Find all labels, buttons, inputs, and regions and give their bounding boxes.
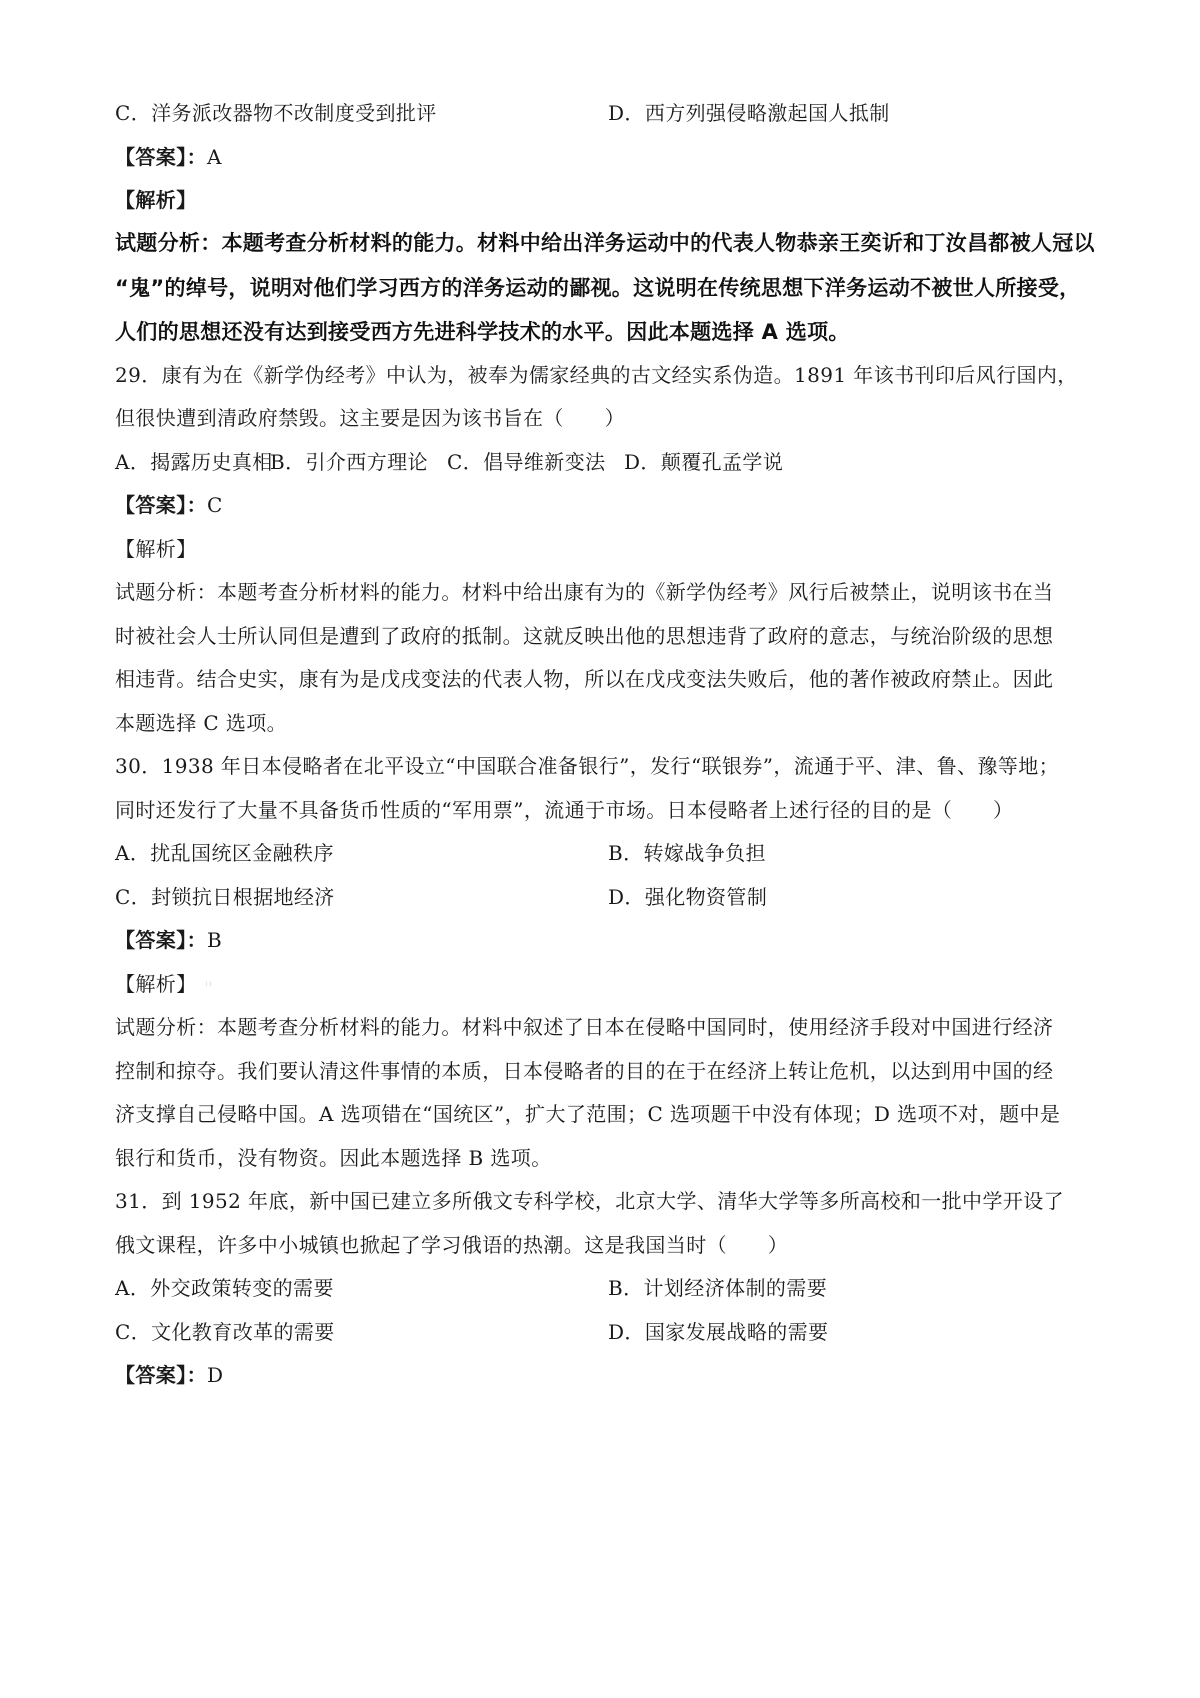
answer-value: B [207, 928, 223, 952]
q31-answer [115, 1365, 223, 1385]
q30-analysis-line: 控制和掠夺。我们要认清这件事情的本质，日本侵略者的目的在于在经济上转让危机，以达到用中国的经 [115, 1059, 1054, 1083]
q28-answer [115, 147, 222, 167]
q30-answer [115, 930, 222, 950]
q28-option-c: C．洋务派改器物不改制度受到批评 [115, 101, 437, 125]
answer-value: C [207, 493, 223, 517]
q29-stem-line: 但很快遭到清政府禁毁。这主要是因为该书旨在（ ） [115, 406, 625, 430]
q28-analysis-line: “鬼”的绰号，说明对他们学习西方的洋务运动的鄙视。这说明在传统思想下洋务运动不被世人所接受， [115, 276, 1081, 300]
q30-option-d: D．强化物资管制 [608, 885, 768, 909]
q30-stem-line: 30．1938 年日本侵略者在北平设立“中国联合准备银行”，发行“联银券”，流通于平、津、鲁、豫等地； [115, 754, 1060, 778]
q29-analysis-line: 时被社会人士所认同但是遭到了政府的抵制。这就反映出他的思想违背了政府的意志，与统治阶级的思想 [115, 624, 1054, 648]
q31-option-d: D．国家发展战略的需要 [608, 1320, 829, 1344]
q30-analysis-line: 试题分析：本题考查分析材料的能力。材料中叙述了日本在侵略中国同时，使用经济手段对中国进行经济 [115, 1015, 1054, 1039]
watermark-mark: （ ） [202, 982, 215, 988]
q31-options-row-1 [115, 1276, 828, 1300]
answer-value: A [207, 145, 222, 169]
q29-analysis-line: 本题选择 C 选项。 [115, 711, 288, 735]
q29-analysis-line: 相违背。结合史实，康有为是戊戌变法的代表人物，所以在戊戌变法失败后，他的著作被政府禁止。因此 [115, 667, 1054, 691]
q29-options-row [115, 452, 783, 472]
answer-label: 【答案】： [115, 928, 207, 952]
answer-label: 【答案】： [115, 145, 207, 169]
q30-analysis-line: 银行和货币，没有物资。因此本题选择 B 选项。 [115, 1146, 552, 1170]
q30-analysis-line: 济支撑自己侵略中国。A 选项错在“国统区”，扩大了范围；C 选项题干中没有体现；D 选项不对，题中是 [115, 1102, 1061, 1126]
q28-analysis-line: 人们的思想还没有达到接受西方先进科学技术的水平。因此本题选择 A 选项。 [115, 320, 850, 344]
q29-option-c: C．倡导维新变法 [447, 450, 606, 474]
answer-value: D [207, 1363, 224, 1387]
q28-options-row [115, 101, 890, 125]
q30-option-a: A．扰乱国统区金融秩序 [115, 841, 334, 865]
q30-analysis-label: 【解析】 [115, 972, 197, 996]
q28-analysis-label: 【解析】 [115, 188, 197, 212]
q29-stem-line: 29．康有为在《新学伪经考》中认为，被奉为儒家经典的古文经实系伪造。1891 年该书刊印后风行国内， [115, 363, 1078, 387]
q30-options-row-1 [115, 841, 766, 865]
q30-option-c: C．封锁抗日根据地经济 [115, 885, 335, 909]
q31-option-b: B．计划经济体制的需要 [608, 1276, 828, 1300]
q31-option-a: A．外交政策转变的需要 [115, 1276, 334, 1300]
q29-option-d: D．颠覆孔孟学说 [624, 450, 784, 474]
answer-label: 【答案】： [115, 493, 207, 517]
answer-label: 【答案】： [115, 1363, 207, 1387]
q30-stem-line: 同时还发行了大量不具备货币性质的“军用票”，流通于市场。日本侵略者上述行径的目的是（ ） [115, 798, 1014, 822]
q30-option-b: B．转嫁战争负担 [608, 841, 766, 865]
q29-answer [115, 495, 223, 515]
q31-stem-line: 俄文课程，许多中小城镇也掀起了学习俄语的热潮。这是我国当时（ ） [115, 1233, 789, 1257]
q29-analysis-label: 【解析】 [115, 537, 197, 561]
q31-stem-line: 31．到 1952 年底，新中国已建立多所俄文专科学校，北京大学、清华大学等多所高校和一批中学开设了 [115, 1189, 1065, 1213]
q29-option-b: B．引介西方理论 [270, 450, 428, 474]
q30-options-row-2 [115, 885, 768, 909]
q30-analysis-label-row [115, 974, 214, 994]
q31-option-c: C．文化教育改革的需要 [115, 1320, 335, 1344]
q31-options-row-2 [115, 1320, 829, 1344]
q29-analysis-line: 试题分析：本题考查分析材料的能力。材料中给出康有为的《新学伪经考》风行后被禁止，说明该书在当 [115, 580, 1054, 604]
q29-option-a: A．揭露历史真相 [115, 450, 273, 474]
q28-analysis-line: 试题分析：本题考查分析材料的能力。材料中给出洋务运动中的代表人物恭亲王奕䜣和丁汝昌都被人冠以 [115, 231, 1095, 255]
q28-option-d: D．西方列强侵略激起国人抵制 [608, 101, 890, 125]
